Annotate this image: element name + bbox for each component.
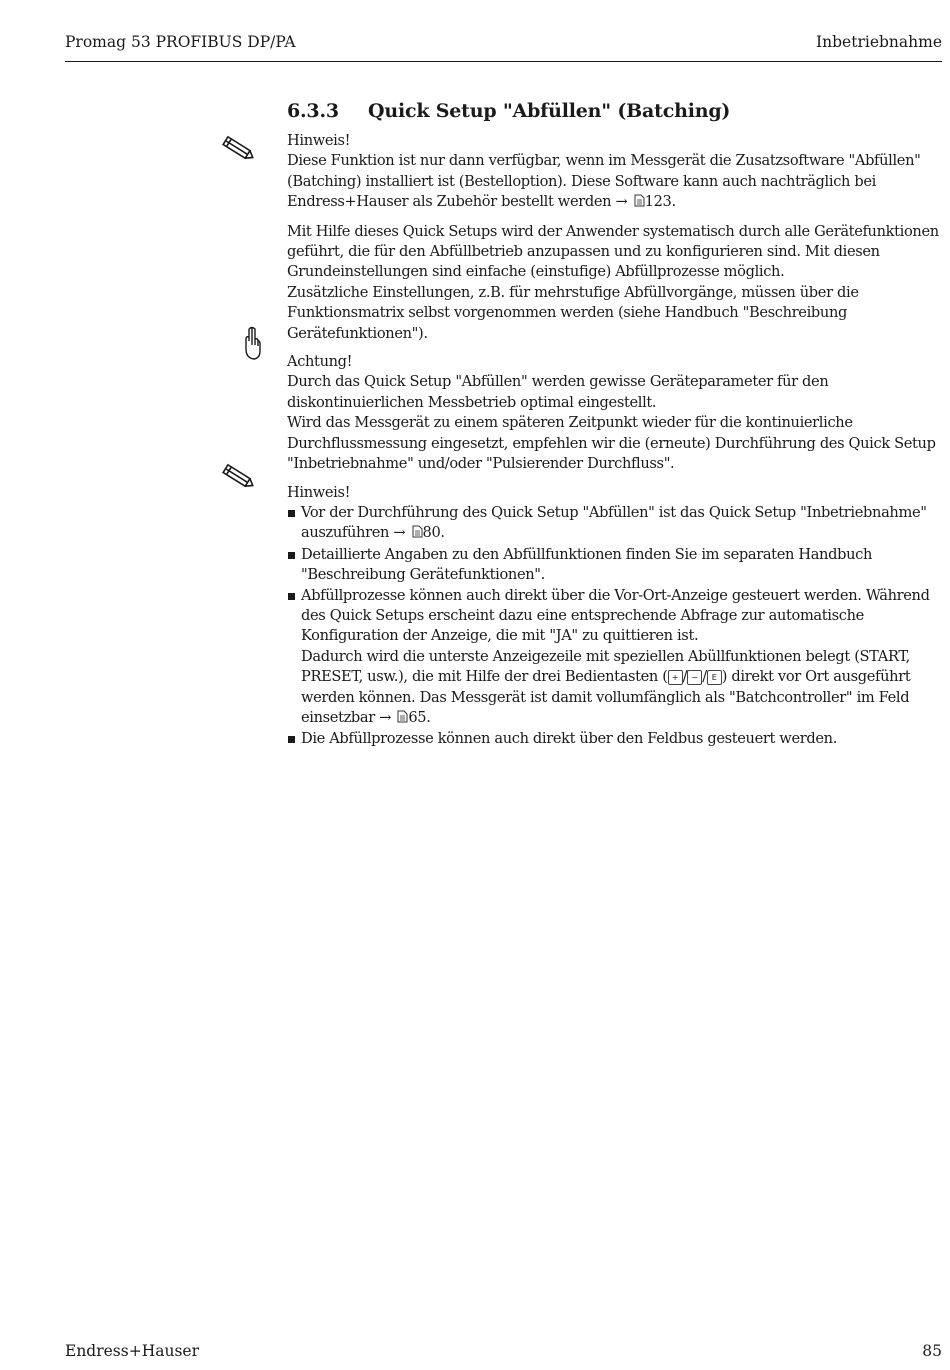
main-content [287,97,942,758]
bullet-text-continued: Dadurch wird die unterste Anzeigezeile mit speziellen Abüllfunktionen belegt (START, PRESET, usw.), die mit Hilfe der drei Bedientasten ( [301,647,910,686]
caution-achtung [287,352,942,474]
key-separator: / [682,668,688,686]
pencil-note-icon [219,462,257,496]
bullet-text: Vor der Durchführung des Quick Setup "Abfüllen" ist das Quick Setup "Inbetriebnahme" auszuführen → [301,503,927,542]
note-hinweis-1 [287,131,942,214]
bullet-square-icon [288,552,295,559]
page-ref-icon [397,709,408,729]
bullet-text: Detaillierte Angaben zu den Abfüllfunktionen finden Sie im separaten Handbuch "Beschreibung Gerätefunktionen". [301,545,873,584]
enter-key-icon: E [707,670,722,685]
caution-label: Achtung! [287,353,353,371]
header-document-title: Promag 53 PROFIBUS DP/PA [65,33,296,51]
bullet-text-continued: ) direkt vor Ort ausgeführt werden können. Das Messgerät ist damit vollumfänglich als "Batchcontroller" im Feld einsetzbar → [301,668,911,726]
note-text [287,151,942,213]
note-hinweis-2 [287,483,942,750]
section-number: 6.3.3 [287,100,339,122]
list-item [287,545,942,586]
page-ref-number: 80. [422,524,445,542]
list-item [287,503,942,545]
plus-key-icon: + [668,670,683,685]
note-bullet-list [287,503,942,750]
pencil-note-icon [219,134,257,168]
list-item [287,586,942,730]
note-label: Hinweis! [287,483,351,501]
note-body: Diese Funktion ist nur dann verfügbar, wenn im Messgerät die Zusatzsoftware "Abfüllen" (Batching) installiert ist (Bestelloption). Diese Software kann auch nachträglich bei Endress+Hauser als Zubehör bestellt werden → [287,152,921,211]
footer-company: Endress+Hauser [65,1342,199,1360]
bullet-text: Abfüllprozesse können auch direkt über die Vor-Ort-Anzeige gesteuert werden. Während des Quick Setups erscheint dazu eine entsprechende Abfrage zur automatische Konfiguration der Anzeige, die mit "JA" zu quittieren ist. [301,586,930,645]
page-ref-number: 65. [408,708,431,726]
bullet-square-icon [288,510,295,517]
page-header [65,33,942,62]
list-item [287,729,942,749]
pointing-hand-icon [240,325,264,367]
bullet-text: Die Abfüllprozesse können auch direkt über den Feldbus gesteuert werden. [301,730,837,748]
page-ref-icon [412,524,423,544]
page-ref-number: 123. [644,193,676,211]
section-title: Quick Setup "Abfüllen" (Batching) [368,100,731,122]
caution-paragraph: Durch das Quick Setup "Abfüllen" werden gewisse Geräteparameter für den diskontinuierlichen Messbetrieb optimal eingestellt. [287,373,829,411]
minus-key-icon: − [687,670,702,685]
note-label: Hinweis! [287,132,351,149]
header-chapter-title: Inbetriebnahme [816,33,942,51]
bullet-square-icon [288,593,295,600]
intro-paragraph-2: Zusätzliche Einstellungen, z.B. für mehrstufige Abfüllvorgänge, müssen über die Funktionsmatrix selbst vorgenommen werden (siehe Handbuch "Beschreibung Gerätefunktionen"). [287,283,859,342]
intro-paragraph: Mit Hilfe dieses Quick Setups wird der Anwender systematisch durch alle Gerätefunktionen geführt, die für den Abfüllbetrieb anzupassen und zu konfigurieren sind. Mit diesen Grundeinstellungen sind einfache (einstufige) Abfüllprozesse möglich. [287,222,939,281]
page-ref-icon [634,193,645,213]
page-number: 85 [922,1342,942,1360]
caution-paragraph-2: Wird das Messgerät zu einem späteren Zeitpunkt wieder für die kontinuierliche Durchflussmessung eingesetzt, empfehlen wir die (erneute) Durchführung des Quick Setup "Inbetriebnahme" und/oder "Pulsierender Durchfluss". [287,414,936,473]
bullet-square-icon [288,736,295,743]
section-heading [287,97,942,125]
intro-text [287,222,942,344]
key-separator: / [702,668,707,686]
